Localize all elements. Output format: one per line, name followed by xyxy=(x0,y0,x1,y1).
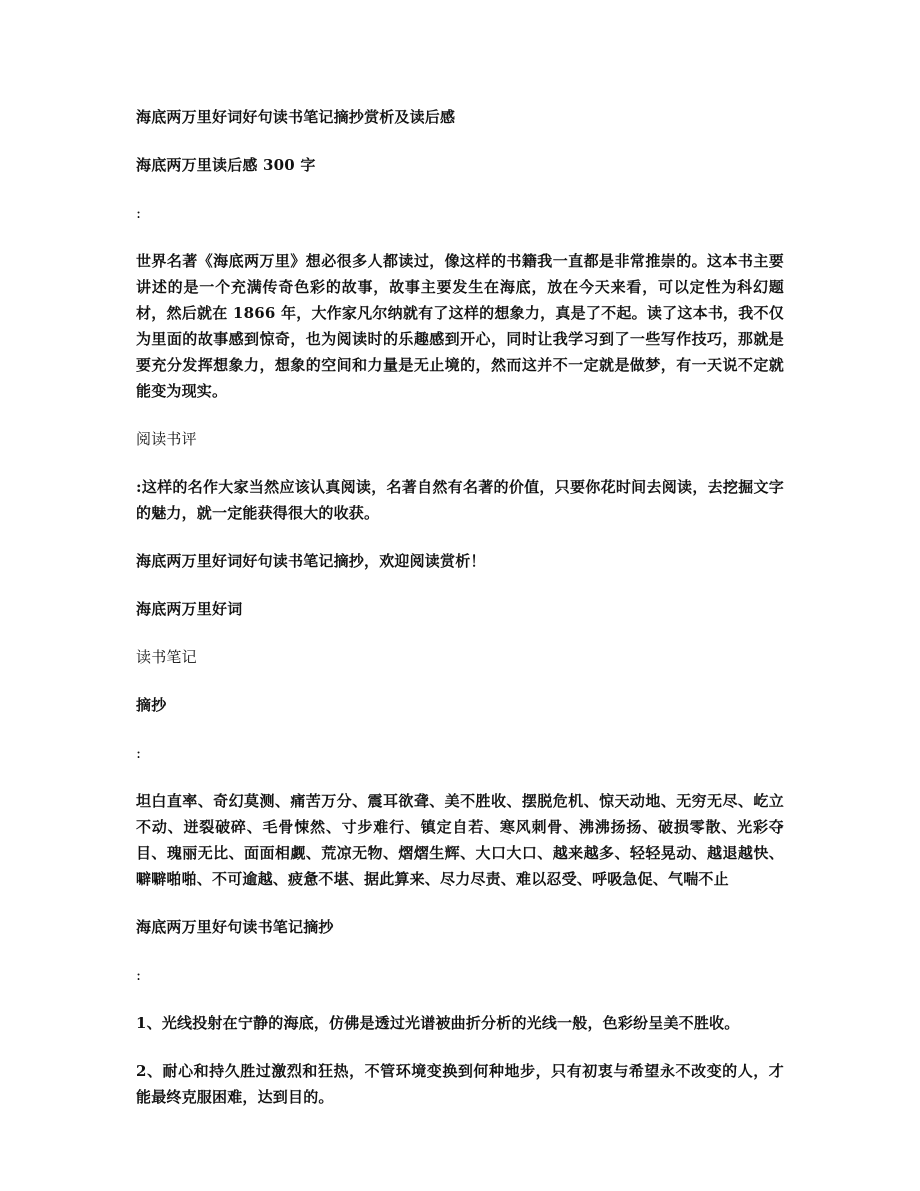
sentence-2: 2、耐心和持久胜过激烈和狂热，不管环境变换到何种地步，只有初衷与希望永不改变的人，才能最终克服困难，达到目的。 xyxy=(136,1062,784,1106)
reading-review-paragraph: :这样的名作大家当然应该认真阅读，名著自然有名著的价值，只要你花时间去阅读，去挖掘文字的魅力，就一定能获得很大的收获。 xyxy=(136,478,784,522)
welcome-line: 海底两万里好词好句读书笔记摘抄，欢迎阅读赏析！ xyxy=(136,552,486,570)
good-words-heading: 海底两万里好词 xyxy=(136,600,243,618)
reading-review-heading: 阅读书评 xyxy=(136,430,197,448)
colon-line: : xyxy=(136,204,142,222)
good-words-paragraph: 坦白直率、奇幻莫测、痛苦万分、震耳欲聋、美不胜收、摆脱危机、惊天动地、无穷无尽、屹立不动、迸裂破碎、毛骨悚然、寸步难行、镇定自若、寒风刺骨、沸沸扬扬、破损零散、光彩夺目、瑰丽无比、面面相觑、荒凉无物、熠熠生辉、大口大口、越来越多、轻轻晃动、越退越快、噼噼啪啪、不可逾越、疲惫不堪、据此算来、尽力尽责、难以忍受、呼吸急促、气喘不止 xyxy=(136,792,784,888)
excerpt-heading: 摘抄 xyxy=(136,696,167,714)
notes-heading: 读书笔记 xyxy=(136,648,197,666)
colon-line: : xyxy=(136,966,142,984)
document-subtitle: 海底两万里读后感 300 字 xyxy=(136,156,316,174)
document-title: 海底两万里好词好句读书笔记摘抄赏析及读后感 xyxy=(136,108,456,126)
review-paragraph: 世界名著《海底两万里》想必很多人都读过，像这样的书籍我一直都是非常推崇的。这本书主要讲述的是一个充满传奇色彩的故事，故事主要发生在海底，放在今天来看，可以定性为科幻题材，然后就在 1866 年，大作家凡尔纳就有了这样的想象力，真是了不起。读了这本书，我不仅为里面的故事感到惊奇，也为阅读时的乐趣感到开心，同时让我学习到了一些写作技巧，那就是要充分发挥想象力，想象的空间和力量是无止境的，然而这并不一定就是做梦，有一天说不定就能变为现实。 xyxy=(136,252,784,400)
sentence-1: 1、光线投射在宁静的海底，仿佛是透过光谱被曲折分析的光线一般，色彩纷呈美不胜收。 xyxy=(136,1014,740,1032)
document-page xyxy=(136,104,784,1110)
colon-line: : xyxy=(136,744,142,762)
good-sentences-heading: 海底两万里好句读书笔记摘抄 xyxy=(136,918,334,936)
